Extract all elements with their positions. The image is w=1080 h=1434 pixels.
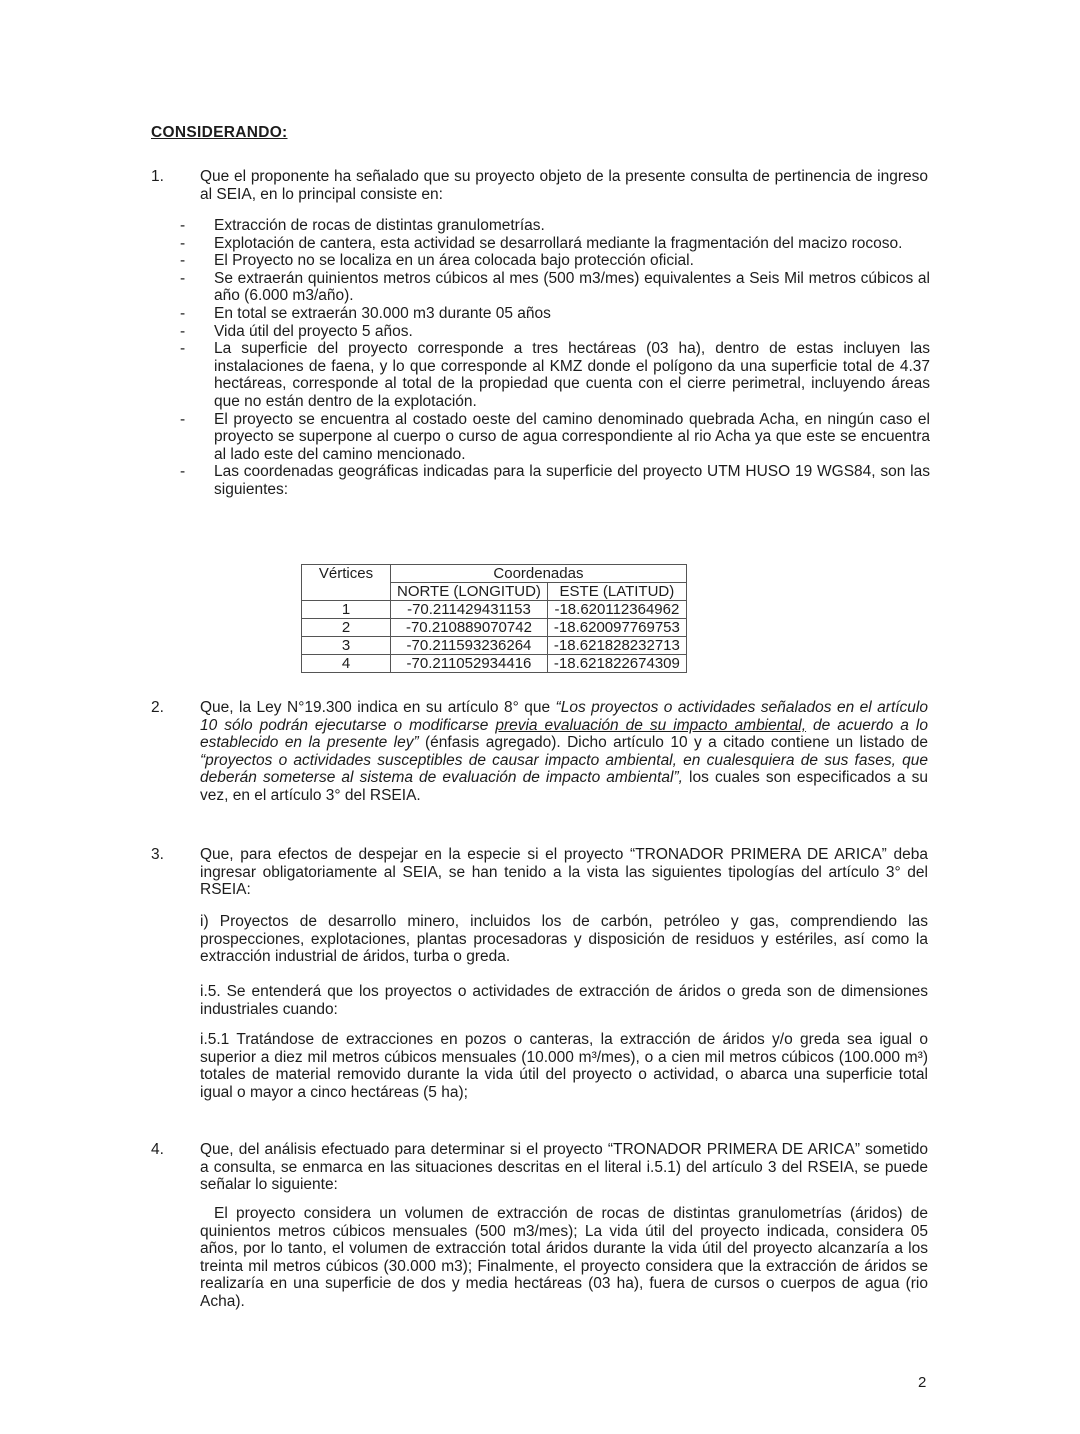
- section-heading: CONSIDERANDO:: [151, 124, 288, 141]
- norte-cell: -70.211052934416: [391, 655, 548, 673]
- item-number-4: 4.: [151, 1141, 164, 1158]
- item-3-intro: Que, para efectos de despejar en la especie si el proyecto “TRONADOR PRIMERA DE ARICA” deba ingresar obligatoriamente al SEIA, se han tenido a la vista las siguientes tipologías del artículo 3° del RSEIA:: [200, 846, 928, 899]
- este-cell: -18.621822674309: [547, 655, 686, 673]
- table-row: [302, 655, 687, 673]
- vertex-cell: 4: [302, 655, 391, 673]
- este-cell: -18.620112364962: [547, 601, 686, 619]
- este-cell: -18.621828232713: [547, 637, 686, 655]
- item-4-body: El proyecto considera un volumen de extracción de rocas de distintas granulometrías (áridos) de quinientos metros cúbicos mensuales (500 m3/mes); La vida útil del proyecto indicada, considera 05 años, por lo tanto, el volumen de extracción total áridos durante la vida útil del proyecto alcanzaría a los treinta mil metros cúbicos (30.000 m3); Finalmente, el proyecto considera que la extracción de áridos se realizaría en una superficie de dos y media hectáreas (03 ha), fuera de cursos o cuerpos de agua (rio Acha).: [200, 1205, 928, 1310]
- list-item: - La superficie del proyecto corresponde a tres hectáreas (03 ha), dentro de estas incluyen las instalaciones de faena, y lo que corresponde al KMZ donde el polígono da una superficie total de 4.37 hectáreas, corresponde al total de la propiedad que cuenta con el cierre perimetral, incluyendo áreas que no están dentro de la explotación.: [180, 340, 930, 410]
- list-item: - Se extraerán quinientos metros cúbicos al mes (500 m3/mes) equivalentes a Seis Mil metros cúbicos al año (6.000 m3/año).: [180, 269, 930, 305]
- item-4-intro: Que, del análisis efectuado para determinar si el proyecto “TRONADOR PRIMERA DE ARICA” sometido a consulta, se enmarca en las situaciones descritas en el literal i.5.1) del artículo 3 del RSEIA, se puede señalar lo siguiente:: [200, 1141, 928, 1194]
- este-cell: -18.620097769753: [547, 619, 686, 637]
- list-item: - Las coordenadas geográficas indicadas para la superficie del proyecto UTM HUSO 19 WGS84, son las siguientes:: [180, 463, 930, 498]
- list-item: - El Proyecto no se localiza en un área colocada bajo protección oficial.: [180, 252, 694, 270]
- page-number: 2: [918, 1374, 927, 1391]
- item-3-typology-i5: i.5. Se entenderá que los proyectos o actividades de extracción de áridos o greda son de dimensiones industriales cuando:: [200, 983, 928, 1018]
- table-row: [302, 637, 687, 655]
- item-1-intro: Que el proponente ha señalado que su proyecto objeto de la presente consulta de pertinencia de ingreso al SEIA, en lo principal consiste en:: [200, 168, 928, 203]
- vertex-cell: 1: [302, 601, 391, 619]
- norte-cell: -70.211593236264: [391, 637, 548, 655]
- vertex-cell: 2: [302, 619, 391, 637]
- list-item: - Vida útil del proyecto 5 años.: [180, 322, 413, 340]
- list-item: - El proyecto se encuentra al costado oeste del camino denominado quebrada Acha, en ningún caso el proyecto se superpone al cuerpo o curso de agua correspondiente al rio Acha ya que este se encuentra al lado este del camino mencionado.: [180, 410, 930, 463]
- col-header-vertices: Vértices: [302, 565, 391, 601]
- col-header-coordenadas: Coordenadas: [391, 565, 687, 583]
- vertex-cell: 3: [302, 637, 391, 655]
- item-3-typology-i: i) Proyectos de desarrollo minero, incluidos los de carbón, petróleo y gas, comprendiendo las prospecciones, explotaciones, plantas procesadoras y disposición de residuos y estériles, así como la extracción industrial de áridos, turba o greda.: [200, 913, 928, 966]
- project-bullet-list: [180, 217, 930, 499]
- col-header-norte: NORTE (LONGITUD): [391, 583, 548, 601]
- table-row: [302, 619, 687, 637]
- item-2-paragraph: Que, la Ley N°19.300 indica en su artículo 8° que “Los proyectos o actividades señalados en el artículo 10 sólo podrán ejecutarse o modificarse previa evaluación de su impacto ambiental, de acuerdo a lo establecido en la presente ley” (énfasis agregado). Dicho artículo 10 y a citado contiene un listado de “proyectos o actividades susceptibles de causar impacto ambiental, en cualesquiera de sus fases, que deberán someterse al sistema de evaluación de impacto ambiental”, los cuales son especificados a su vez, en el artículo 3° del RSEIA.: [200, 699, 928, 804]
- col-header-este: ESTE (LATITUD): [547, 583, 686, 601]
- item-number-3: 3.: [151, 846, 164, 863]
- item-number-2: 2.: [151, 699, 164, 716]
- list-item: - En total se extraerán 30.000 m3 durante 05 años: [180, 304, 551, 322]
- item-number-1: 1.: [151, 168, 164, 185]
- table-row: [302, 601, 687, 619]
- list-item: - Extracción de rocas de distintas granulometrías.: [180, 217, 545, 234]
- norte-cell: -70.211429431153: [391, 601, 548, 619]
- coordinates-table: [301, 564, 687, 673]
- item-3-typology-i51: i.5.1 Tratándose de extracciones en pozos o canteras, la extracción de áridos y/o greda sea igual o superior a diez mil metros cúbicos mensuales (10.000 m³/mes), o a cien mil metros cúbicos (100.000 m³) totales de material removido durante la vida útil del proyecto o actividad, o abarca una superficie total igual o mayor a cinco hectáreas (5 ha);: [200, 1031, 928, 1101]
- list-item: - Explotación de cantera, esta actividad se desarrollará mediante la fragmentación del macizo rocoso.: [180, 234, 903, 252]
- norte-cell: -70.210889070742: [391, 619, 548, 637]
